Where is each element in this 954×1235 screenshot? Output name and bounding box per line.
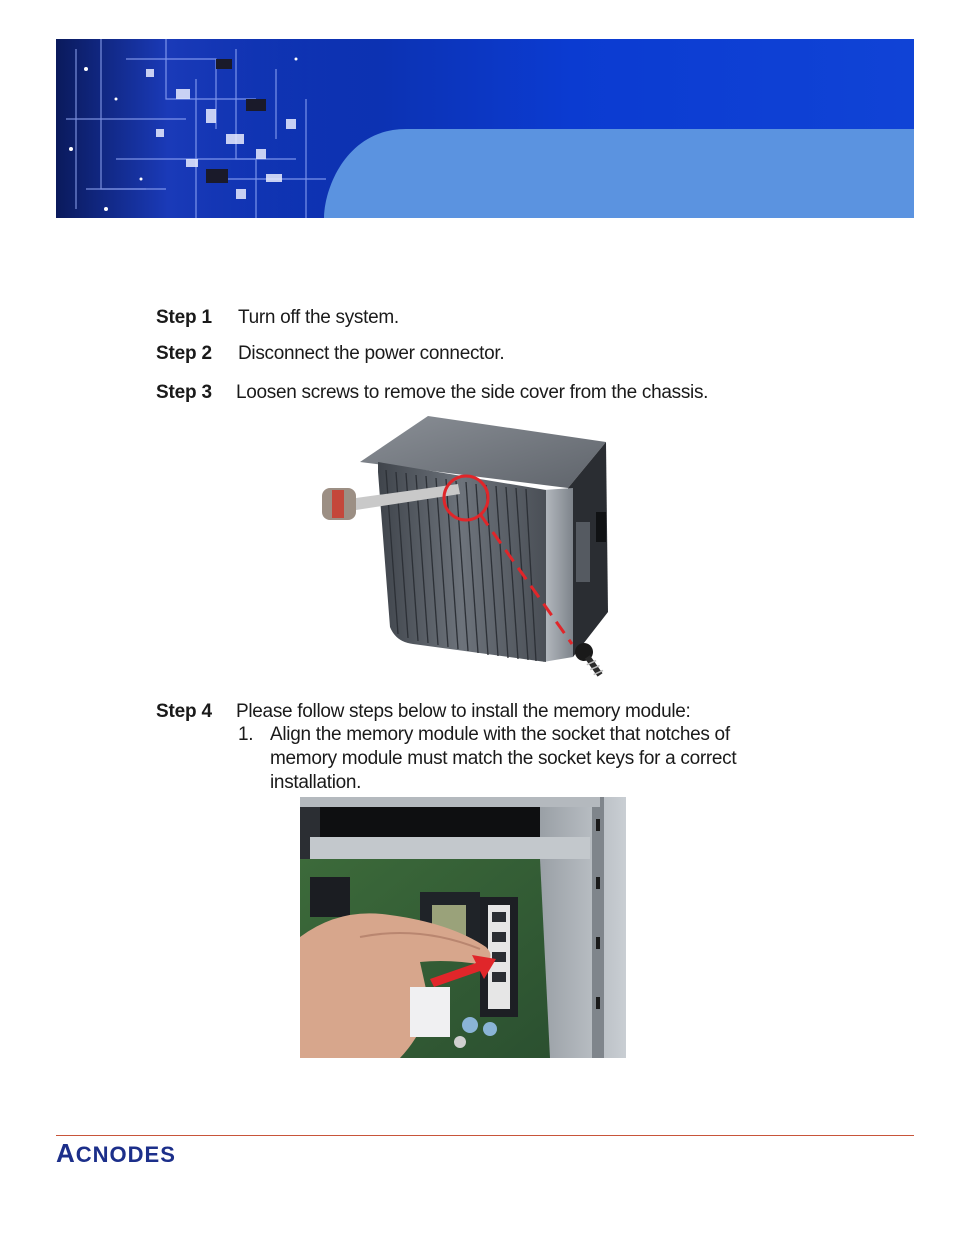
step-text: Turn off the system. [238,307,399,328]
acnodes-logo [56,1138,176,1169]
logo-wordmark: CNODES [75,1142,176,1167]
header-banner [56,39,914,218]
logo-initial: A [56,1138,76,1168]
substep-number: 1. [238,724,254,745]
step-label: Step 2 [156,343,212,364]
footer-divider [56,1135,914,1136]
step-label: Step 1 [156,307,212,328]
chassis-side-cover-photo [318,412,608,684]
substep-1 [238,723,798,795]
substep-text: Align the memory module with the socket that notches of memory module must match the socket keys for a correct installation. [270,724,737,793]
step-text: Loosen screws to remove the side cover from the chassis. [236,382,709,403]
step-2 [156,342,504,366]
memory-module-install-photo [300,797,626,1058]
step-text: Disconnect the power connector. [238,343,505,364]
step-3 [156,381,708,405]
step-text: Please follow steps below to install the memory module: [236,701,691,722]
step-1 [156,306,399,330]
step-label: Step 3 [156,382,212,403]
step-label: Step 4 [156,701,212,722]
circuit-board-graphic [56,39,914,218]
step-4 [156,700,691,724]
